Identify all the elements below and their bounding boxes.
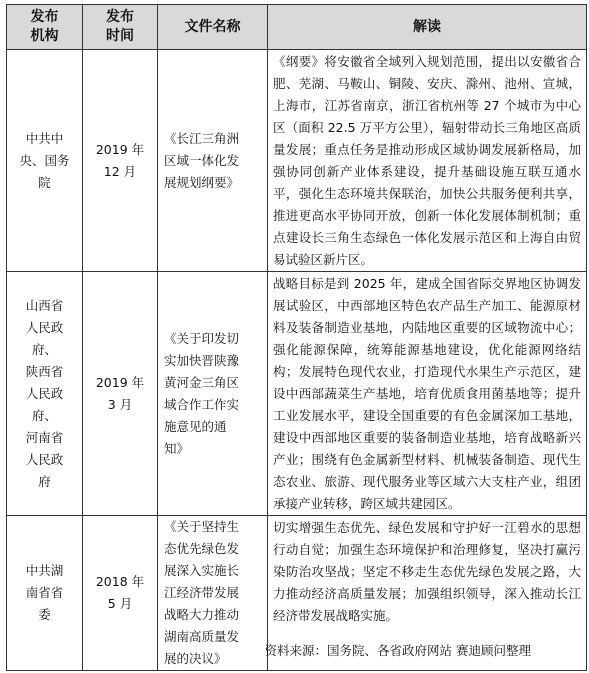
interpretation-cell: 战略目标是到 2025 年，建成全国省际交界地区协调发展试验区，中西部地区特色农产品生产加工、能源原材料及装备制造业基地，内陆地区重要的区域物流中心；强化能源保障，统筹能源基地建设，优化能源网络结构；发展特色现代农业，打造现代水果生产示范区，建设中西部蔬菜生产基地，培育优质食用菌基地等；提升工业发展水平，建设全国重要的有色金属深加工基地，建设中西部地区重要的装备制造业基地，培育战略新兴产业；围绕有色金属新型材料、机械装备制造、现代生态农业、旅游、现代服务业等区域六大支柱产业，组团承接产业转移，跨区域共建园区。 <box>268 272 587 516</box>
file-name-cell: 《关于坚持生 态优先绿色发 展深入实施长 江经济带发展 战略大力推动 湖南高质量发 展的决议》 <box>158 516 268 671</box>
header-file: 文件名称 <box>158 5 268 50</box>
table-row <box>7 272 587 516</box>
policy-table <box>6 4 587 671</box>
agency-cell: 中共中 央、国务 院 <box>7 50 83 272</box>
table-row <box>7 50 587 272</box>
source-note: 资料来源：国务院、各省政府网站 赛迪顾问整理 <box>264 643 531 658</box>
interpretation-cell: 《纲要》将安徽省全域列入规划范围，提出以安徽省合肥、芜湖、马鞍山、铜陵、安庆、滁州、池州、宣城，上海市，江苏省南京，浙江省杭州等 27 个城市为中心区（面积 22.5 万平方公里），辐射带动长三角地区高质量发展；重点任务是推动形成区域协调发展新格局，加强协同创新产业体系建设，提升基础设施互联互通水平，强化生态环境共保联治，加快公共服务便利共享，推进更高水平协同开放，创新一体化发展体制机制；重点建设长三角生态绿色一体化发展示范区和上海自由贸易试验区新片区。 <box>268 50 587 272</box>
header-interpretation: 解读 <box>268 5 587 50</box>
agency-cell: 中共湖 南省省 委 <box>7 516 83 671</box>
file-name-cell: 《长江三角洲 区域一体化发 展规划纲要》 <box>158 50 268 272</box>
agency-cell: 山西省 人民政 府、 陕西省 人民政 府、 河南省 人民政 府 <box>7 272 83 516</box>
table-header-row <box>7 5 587 50</box>
date-cell: 2019 年 12 月 <box>83 50 158 272</box>
header-agency: 发布 机构 <box>7 5 83 50</box>
header-date: 发布 时间 <box>83 5 158 50</box>
date-cell: 2018 年 5 月 <box>83 516 158 671</box>
interpretation-cell: 切实增强生态优先、绿色发展和守护好一江碧水的思想行动自觉；加强生态环境保护和治理修复，坚决打赢污染防治攻坚战；坚定不移走生态优先绿色发展之路，大力推动经济高质量发展；加强组织领导，深入推动长江经济带发展战略实施。 <box>268 516 587 671</box>
file-name-cell: 《关于印发切 实加快晋陕豫 黄河金三角区 域合作工作实 施意见的通 知》 <box>158 272 268 516</box>
date-cell: 2019 年 3 月 <box>83 272 158 516</box>
